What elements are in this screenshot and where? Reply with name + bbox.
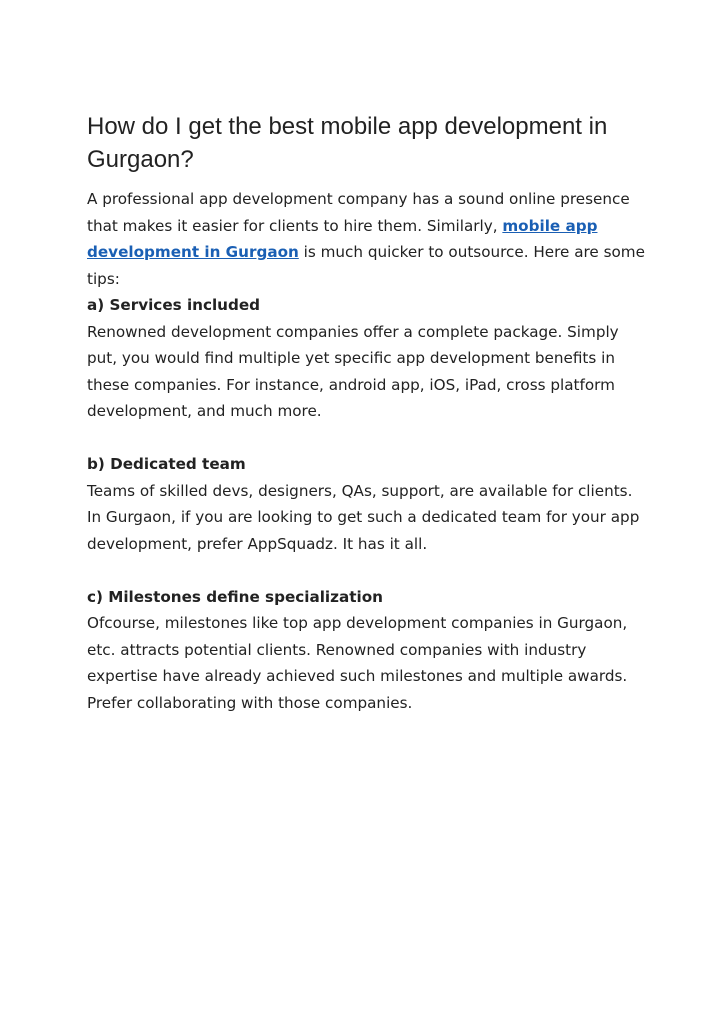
section-heading-team: b) Dedicated team bbox=[87, 455, 246, 473]
intro-text-after-link: is much quicker to outsource. Here are some tips: bbox=[87, 243, 645, 288]
paragraph-spacer bbox=[87, 425, 647, 452]
section-heading-milestones: c) Milestones define specialization bbox=[87, 587, 383, 606]
section-body-services: Renowned development companies offer a complete package. Simply put, you would find multiple yet specific app development benefits in these companies. For instance, android app, iOS, iPad, cross platform development, and much more. bbox=[87, 322, 619, 420]
intro-text-before-link: A professional app development company has a sound online presence that makes it easier for clients to hire them. Similarly, bbox=[87, 190, 630, 235]
section-heading-services: a) Services included bbox=[87, 296, 261, 314]
section-body-team: Teams of skilled devs, designers, QAs, support, are available for clients. In Gurgaon, if you are looking to get such a dedicated team for your app development, prefer AppSquadz. It has it all. bbox=[87, 481, 640, 553]
page-title: How do I get the best mobile app development in Gurgaon? bbox=[87, 113, 608, 173]
intro-paragraph bbox=[87, 186, 647, 292]
document-body bbox=[87, 110, 647, 716]
paragraph-spacer bbox=[87, 557, 647, 584]
mobile-app-development-link[interactable]: mobile app development in Gurgaon bbox=[87, 216, 598, 261]
section-body-milestones: Ofcourse, milestones like top app development companies in Gurgaon, etc. attracts potential clients. Renowned companies with industry expertise have already achieved such milestones and multiple awards. Prefer collaborating with those companies. bbox=[87, 614, 628, 712]
